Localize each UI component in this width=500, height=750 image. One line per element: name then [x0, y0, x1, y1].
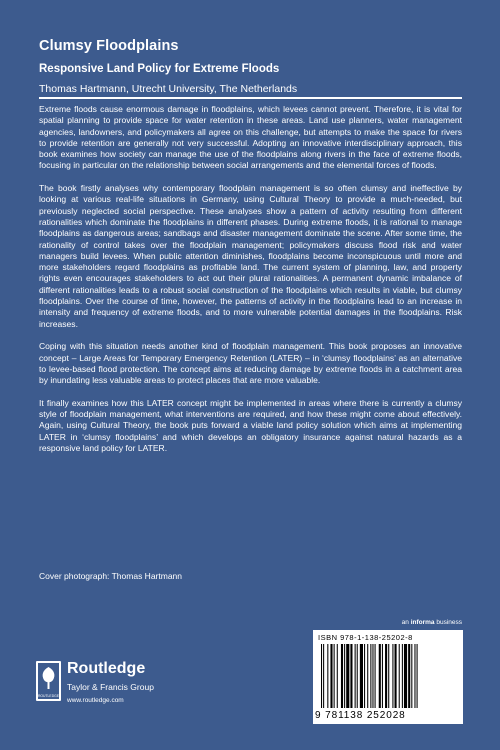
barcode-number: 9 781138 252028	[315, 710, 406, 721]
barcode-icon	[321, 644, 457, 708]
informa-tag	[402, 619, 462, 626]
publisher-url[interactable]: www.routledge.com	[67, 697, 124, 704]
informa-brand: informa	[410, 619, 435, 626]
blurb	[39, 104, 462, 466]
blurb-paragraph-2: The book firstly analyses why contemporary floodplain management is so often clumsy and ineffective by looking at various real-life situations in Germany, using Cultural Theory to provide a much-needed, but previously neglected social perspective. These analyses show a pattern of activity resulting from different rationalities which dominate the floodplains in different phases. During extreme floods, it is rational to manage floodplains as dangerous areas; sandbags and disaster management dominate the scene. After some time, the rationality of control takes over the floodplain management; policymakers discuss flood risk and water managers build levees. When public attention diminishes, floodplains become inconspicuous until more and more stakeholders regard floodplains as profitable land. The current system of planning, law, and property rights even encourages stakeholders to act out their plural rationalities. A permanent dynamic imbalance of different rationalities leads to a robust social construction of the floodplains which results in viable, but clumsy floodplains. Over the course of time, however, the patterns of activity in the floodplains lead to an increase in intensity and frequency of extreme floods, and to more vulnerable potential damages in the floodplains. Risk increases.	[39, 183, 462, 329]
book-subtitle: Responsive Land Policy for Extreme Floods	[39, 63, 280, 75]
routledge-logo	[36, 661, 61, 701]
book-title: Clumsy Floodplains	[39, 38, 179, 54]
book-author: Thomas Hartmann, Utrecht University, The Netherlands	[39, 83, 298, 95]
cover-credit: Cover photograph: Thomas Hartmann	[39, 571, 183, 581]
publisher-group: Taylor & Francis Group	[67, 682, 154, 692]
informa-prefix: an	[401, 619, 411, 626]
blurb-paragraph-1: Extreme floods cause enormous damage in floodplains, which levees cannot prevent. Therefore, it is vital for spatial planning to provide space for water retention in these areas. Land use planners, water management agencies, landowners, and policymakers all agree on this challenge, but attempts to make the space for rivers to provide retention are generally not very successful. Adopting an innovative interdisciplinary approach, this book examines how society can manage the use of the floodplains along rivers in the face of extreme floods, focusing in particular on the relationship between social arrangements and the elemental forces of floods.	[39, 104, 462, 171]
publisher-name: Routledge	[67, 660, 146, 677]
blurb-paragraph-3: Coping with this situation needs another kind of floodplain management. This book proposes an innovative concept – Large Areas for Temporary Emergency Retention (LATER) – in ‘clumsy floodplains’ as an alternative to levee-based flood protection. The concept aims at reducing damage by extreme floods in a catchment area by inundating less valuable areas to protect places that are more valuable.	[39, 341, 462, 386]
blurb-paragraph-4: It finally examines how this LATER concept might be implemented in areas where there is currently a clumsy style of floodplain management, what interventions are required, and how these might come about effectively. Again, using Cultural Theory, the book puts forward a viable land policy solution which aims at implementing LATER in ‘clumsy floodplains’ and which develops an obligatory insurance against natural hazards as a responsive land policy for LATER.	[39, 397, 462, 453]
logo-wordmark: ROUTLEDGE	[37, 694, 60, 698]
barcode-panel	[313, 630, 463, 724]
title-divider	[39, 97, 462, 99]
isbn-label: ISBN 978-1-138-25202-8	[318, 633, 413, 642]
informa-suffix: business	[434, 619, 462, 626]
